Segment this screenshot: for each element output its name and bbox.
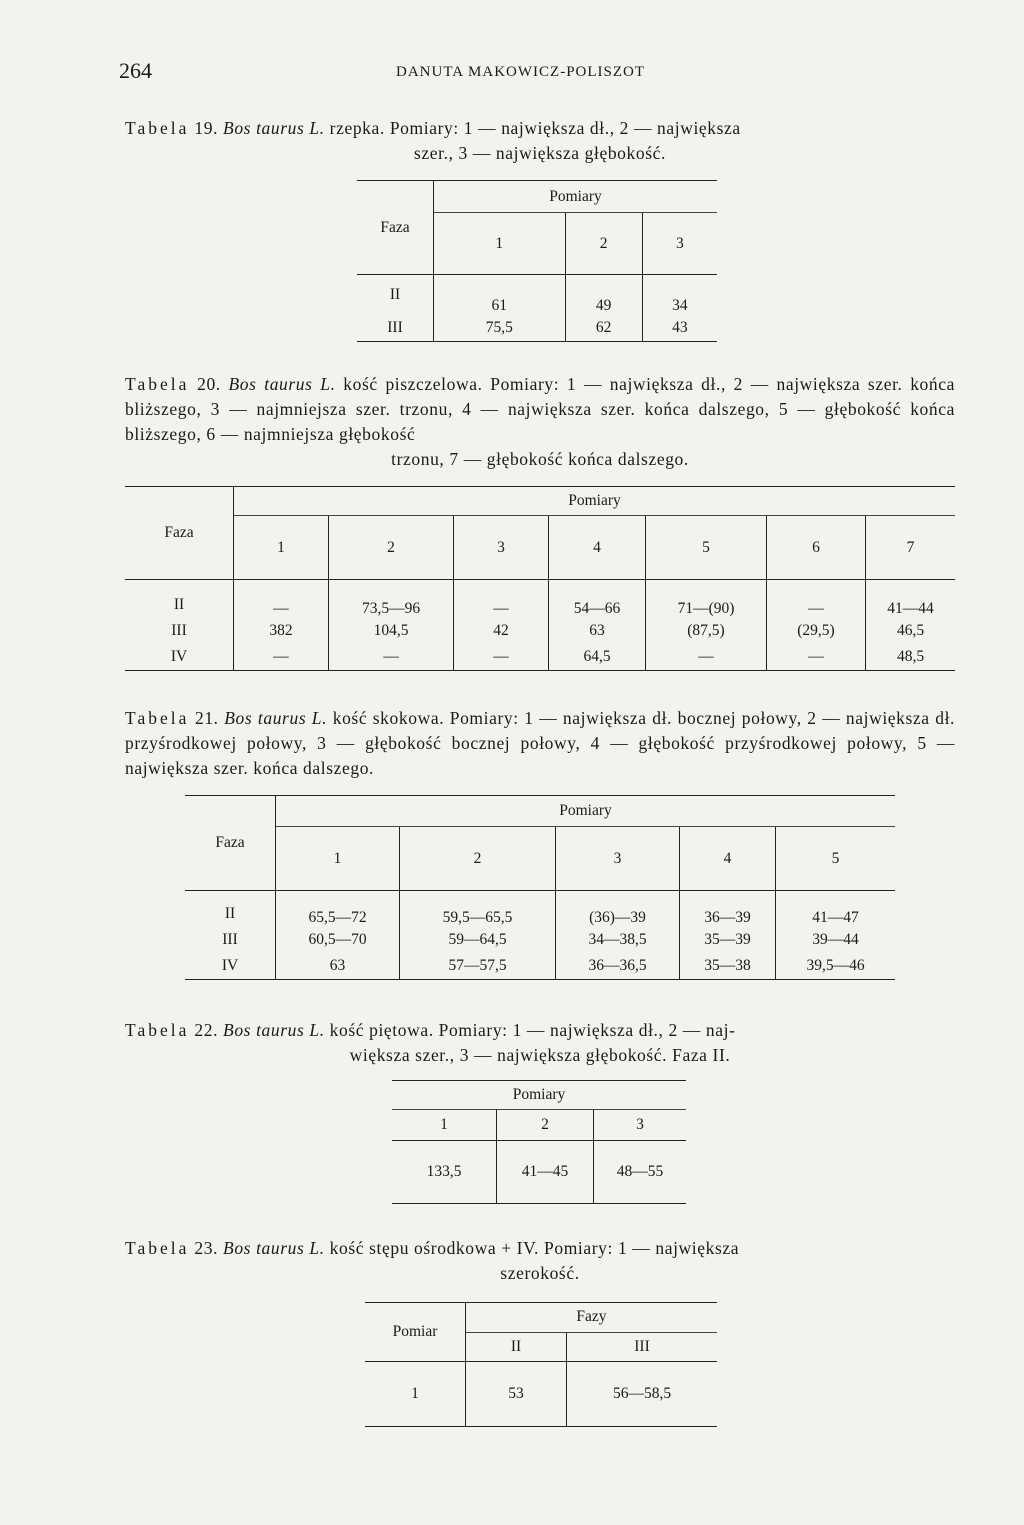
cell: 46,5 [896,622,925,639]
col-header-pomiary: Pomiary [392,1081,686,1110]
cell: 60,5—70 [276,927,400,953]
species-name: Bos taurus L. [224,708,328,728]
cell: — [646,644,767,671]
cell: 75,5 [434,315,566,342]
cell: 56—58,5 [567,1362,718,1427]
cell: 41—44 [887,600,934,617]
col-header-pomiary: Pomiary [276,796,896,827]
col-header: 4 [549,516,646,580]
cell: 63 [549,618,646,644]
cell: 63 [276,953,400,980]
table-row [185,953,895,980]
table-row [125,618,955,644]
col-header: 2 [565,213,642,275]
col-header: 3 [556,827,680,891]
cell: 54—66 [549,580,646,619]
table-row [125,580,955,619]
table-label: Tabela [125,708,190,728]
cell: II [125,580,234,619]
cell: 64,5 [549,644,646,671]
table-22-caption [125,1018,955,1068]
table-23-caption [125,1236,955,1286]
col-header: 2 [497,1110,594,1141]
col-header: 2 [329,516,454,580]
cell: 1 [365,1362,466,1427]
cell: 41—45 [497,1141,594,1204]
species-name: Bos taurus L. [223,1020,325,1040]
cell: 41—47 [812,909,859,926]
table-20-caption [125,372,955,472]
cell: 35—39 [680,927,776,953]
col-header: 7 [866,516,956,580]
table-row [365,1362,717,1427]
cell: 43 [642,315,717,342]
cell: 36—36,5 [556,953,680,980]
table-number: 21. [194,708,219,728]
cell: 62 [565,315,642,342]
table-20 [125,486,955,671]
col-header-faza: Faza [125,487,234,580]
cell: (87,5) [646,618,767,644]
cell: 59—64,5 [400,927,556,953]
col-header: 1 [392,1110,497,1141]
cell: II [185,891,276,928]
caption-text: kość piszczelowa. Pomiary: 1 — największa dł., 2 — największa szer. końca bliższego, 3 — najmniejsza szer. trzonu, 4 — największa szer. końca dalszego, 5 — głębokość końca bliższego, 6 — najmniejsza głębokość [125,374,955,444]
table-19 [357,180,717,342]
cell: — [454,644,549,671]
table-row [392,1141,686,1204]
table-row [357,275,717,316]
col-header: 3 [454,516,549,580]
caption-text-end: szer., 3 — największa głębokość. [414,143,666,163]
col-header: 2 [400,827,556,891]
table-row [125,644,955,671]
caption-text: kość piętowa. Pomiary: 1 — największa dł., 2 — naj- [329,1020,736,1040]
cell: 133,5 [392,1141,497,1204]
table-number: 19. [194,118,219,138]
table-label: Tabela [125,118,190,138]
table-23 [365,1302,717,1427]
cell: II [357,275,434,316]
table-number: 22. [194,1020,219,1040]
col-header-faza: Faza [185,796,276,891]
cell: 49 [565,275,642,316]
cell: 65,5—72 [276,891,400,928]
col-header: III [567,1332,718,1362]
cell: 71—(90) [646,580,767,619]
table-number: 23. [194,1238,219,1258]
col-header: 6 [767,516,866,580]
col-header: II [466,1332,567,1362]
caption-text-end: większa szer., 3 — największa głębokość. Faza II. [349,1045,731,1065]
cell: 34—38,5 [556,927,680,953]
species-name: Bos taurus L. [228,374,336,394]
cell: 36—39 [680,891,776,928]
running-head: DANUTA MAKOWICZ-POLISZOT [396,64,646,80]
cell: 61 [434,275,566,316]
table-label: Tabela [125,1238,190,1258]
col-header: 3 [642,213,717,275]
cell: 39—44 [812,931,859,948]
col-header: 1 [434,213,566,275]
cell: 39,5—46 [776,953,896,980]
cell: 104,5 [329,618,454,644]
cell: — [234,644,329,671]
cell: — [767,580,866,619]
caption-text-end: szerokość. [500,1263,580,1283]
cell: — [454,580,549,619]
table-label: Tabela [125,374,190,394]
col-header-pomiary: Pomiary [434,181,718,213]
col-header: 4 [680,827,776,891]
species-name: Bos taurus L. [223,118,325,138]
table-19-caption [125,116,955,166]
species-name: Bos taurus L. [223,1238,325,1258]
table-row [185,891,895,928]
col-header-pomiary: Pomiary [234,487,956,516]
cell: (29,5) [767,618,866,644]
table-number: 20. [197,374,221,394]
col-header: 5 [776,827,896,891]
col-header: 1 [276,827,400,891]
cell: 48—55 [594,1141,687,1204]
col-header: 3 [594,1110,687,1141]
cell: (36)—39 [556,891,680,928]
cell: IV [125,644,234,671]
cell: — [234,580,329,619]
cell: III [185,927,276,953]
table-label: Tabela [125,1020,190,1040]
cell: — [767,644,866,671]
cell: 34 [672,297,688,314]
table-21 [185,795,895,980]
table-row [185,927,895,953]
col-header-faza: Faza [357,181,434,275]
table-21-caption [125,706,955,781]
col-header-pomiar: Pomiar [365,1303,466,1362]
caption-text-end: trzonu, 7 — głębokość końca dalszego. [391,449,689,469]
page-number: 264 [119,58,152,83]
cell: 57—57,5 [400,953,556,980]
cell: 382 [234,618,329,644]
cell: 48,5 [866,644,956,671]
cell: — [329,644,454,671]
col-header-fazy: Fazy [466,1303,718,1333]
table-22 [392,1080,686,1204]
cell: 42 [454,618,549,644]
cell: III [125,618,234,644]
caption-text: kość skokowa. Pomiary: 1 — największa dł. bocznej połowy, 2 — największa dł. przyśrodkowej połowy, 3 — głębokość bocznej połowy, 4 — głębokość przyśrodkowej połowy, 5 — największa szer. końca dalszego. [125,708,956,778]
cell: 73,5—96 [329,580,454,619]
col-header: 1 [234,516,329,580]
cell: 59,5—65,5 [400,891,556,928]
caption-text: kość stępu ośrodkowa + IV. Pomiary: 1 — największa [329,1238,740,1258]
col-header: 5 [646,516,767,580]
cell: IV [185,953,276,980]
cell: 53 [466,1362,567,1427]
cell: 35—38 [680,953,776,980]
table-row [357,315,717,342]
cell: III [357,315,434,342]
caption-text: rzepka. Pomiary: 1 — największa dł., 2 — największa [329,118,741,138]
